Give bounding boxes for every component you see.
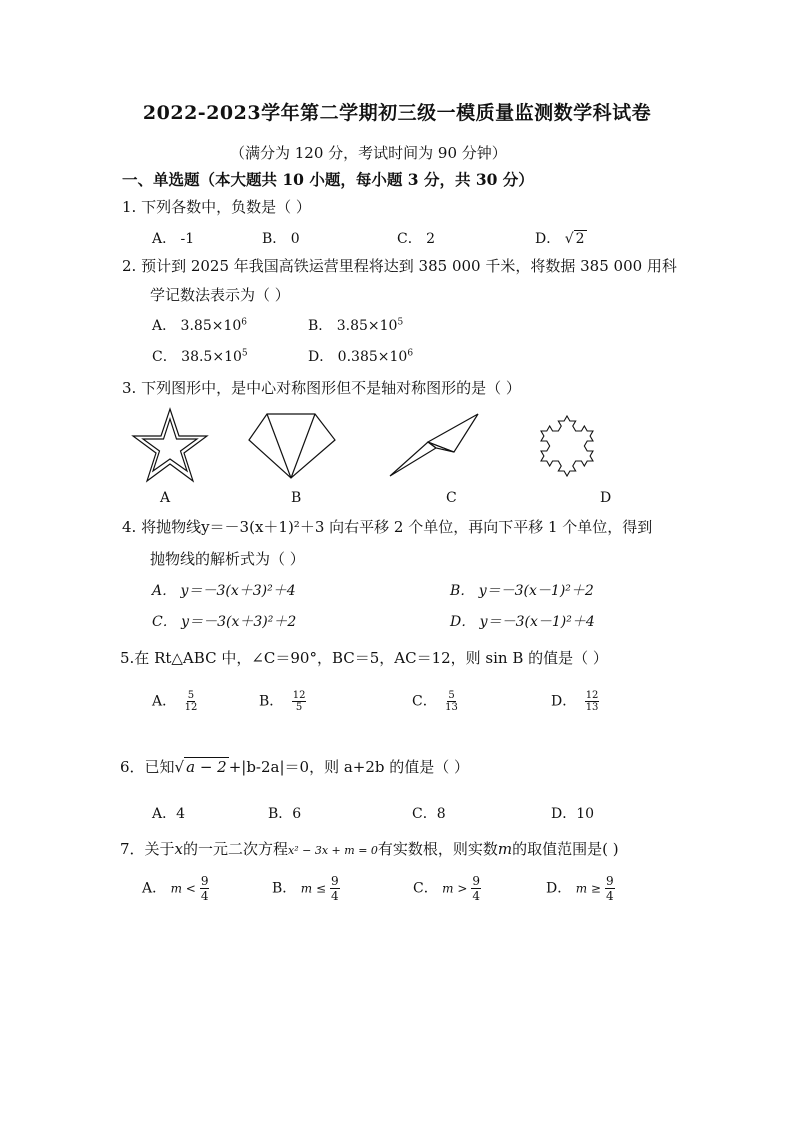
q6-option-c: C．8 — [412, 806, 446, 822]
q7-option-d — [546, 874, 615, 903]
q5-option-a-num: 5 — [187, 690, 195, 701]
q5-option-a-prefix: A． — [152, 693, 177, 710]
q6-option-b: B．6 — [268, 806, 302, 822]
q7-option-c-den: 4 — [472, 889, 481, 903]
q5-option-d-den: 13 — [585, 702, 599, 713]
q7-option-b-num: 9 — [331, 874, 339, 888]
q2-option-d — [308, 346, 413, 366]
q2-option-c-exp: 5 — [241, 348, 248, 359]
question-4-line2: 抛物线的解析式为（ ） — [150, 550, 305, 568]
q5-option-c-num: 5 — [448, 690, 455, 701]
q2-option-b — [308, 315, 403, 335]
q6-pre: 6．已知 — [120, 758, 175, 776]
q5-option-d-prefix: D． — [551, 693, 577, 710]
q2-option-c — [152, 346, 248, 366]
q7-option-d-num: 9 — [605, 874, 614, 888]
question-2-line2: 学记数法表示为（ ） — [150, 286, 290, 304]
q6-option-a: A．4 — [152, 806, 186, 822]
q7-option-a-den: 4 — [200, 889, 209, 903]
q7-equation: x² − 3x + m = 0 — [288, 844, 378, 857]
q1-option-b: B． 0 — [262, 231, 300, 247]
q7-option-d-den: 4 — [605, 889, 614, 903]
q7-option-b — [272, 874, 340, 903]
q7-option-c-prefix: C． — [413, 880, 438, 897]
q5-option-c — [412, 690, 458, 713]
figure-label-d: D — [600, 490, 612, 506]
q1-option-a: A． -1 — [152, 231, 195, 247]
q4-option-b: B． y＝－3(x－1)²＋2 — [450, 583, 594, 599]
q7-pre: 7．关于 — [120, 840, 175, 858]
question-5: 5.在 Rt△ABC 中，∠C＝90°，BC＝5，AC＝12，则 sin B 的值是（ ） — [120, 649, 608, 667]
q5-option-b-num: 12 — [292, 690, 306, 701]
q6-radicand: a − 2 — [186, 758, 227, 776]
q2-option-d-exp: 6 — [407, 348, 414, 359]
q7-option-a — [142, 874, 209, 903]
page-title: 2022-2023学年第二学期初三级一模质量监测数学科试卷 — [142, 102, 652, 124]
q7-post1: 有实数根，则实数 — [377, 840, 498, 858]
q5-option-c-prefix: C． — [412, 693, 437, 710]
question-2-line1: 2. 预计到 2025 年我国高铁运营里程将达到 385 000 千米，将数据 385 000 用科 — [122, 257, 677, 275]
q7-option-d-rel: m ≥ — [575, 881, 601, 896]
q4-option-c: C． y＝－3(x＋3)²＋2 — [152, 614, 297, 630]
q2-option-a-text: A． 3.85×10 — [152, 318, 242, 334]
figure-label-a: A — [160, 490, 171, 506]
q7-post2: 的取值范围是( ) — [512, 840, 619, 858]
q7-option-b-prefix: B． — [272, 880, 297, 897]
question-6 — [120, 756, 469, 777]
figure-b-fan — [243, 410, 339, 482]
q7-option-a-prefix: A． — [142, 880, 167, 897]
q1-option-d-radicand: 2 — [575, 231, 585, 247]
q6-option-d: D．10 — [551, 806, 595, 822]
figure-label-c: C — [446, 490, 457, 506]
q4-option-a: A． y＝－3(x＋3)²＋4 — [152, 583, 296, 599]
figure-a-star — [130, 405, 210, 485]
q5-option-b — [259, 690, 306, 713]
q5-option-b-den: 5 — [295, 702, 303, 713]
q5-option-d — [551, 690, 599, 713]
q2-option-a — [152, 315, 247, 335]
q7-option-d-prefix: D． — [546, 880, 572, 897]
q1-option-d-prefix: D． — [535, 231, 561, 247]
q7-mid: 的一元二次方程 — [183, 840, 289, 858]
q2-option-a-exp: 6 — [241, 317, 248, 328]
q4-option-d: D． y＝－3(x－1)²＋4 — [450, 614, 595, 630]
question-4-line1: 4. 将抛物线y＝－3(x＋1)²＋3 向右平移 2 个单位，再向下平移 1 个单位，得到 — [122, 518, 653, 536]
q6-post: +|b-2a|＝0，则 a+2b 的值是（ ） — [228, 758, 470, 776]
q7-option-a-rel: m < — [170, 881, 196, 896]
q2-option-c-text: C． 38.5×10 — [152, 349, 242, 365]
q7-var: x — [174, 840, 184, 858]
q5-option-a-den: 12 — [184, 702, 198, 713]
q7-option-c-num: 9 — [472, 874, 481, 888]
q5-option-d-num: 12 — [585, 690, 599, 701]
q7-option-b-den: 4 — [331, 889, 339, 903]
figure-label-b: B — [291, 490, 302, 506]
q2-option-b-exp: 5 — [397, 317, 404, 328]
q5-option-b-prefix: B． — [259, 693, 284, 710]
q5-option-a — [152, 690, 197, 713]
exam-info: （满分为 120 分，考试时间为 90 分钟） — [230, 144, 507, 162]
sqrt-symbol: √ — [564, 231, 574, 247]
sqrt-symbol: √ — [174, 758, 185, 776]
q7-option-c-rel: m > — [442, 881, 468, 896]
q1-option-d — [535, 228, 587, 248]
section-heading: 一、单选题（本大题共 10 小题，每小题 3 分，共 30 分） — [122, 170, 534, 189]
question-7 — [120, 838, 619, 859]
q7-var2: m — [497, 840, 513, 858]
question-1: 1. 下列各数中，负数是（ ） — [122, 198, 311, 216]
question-3: 3. 下列图形中，是中心对称图形但不是轴对称图形的是（ ） — [122, 379, 521, 397]
q7-option-a-num: 9 — [200, 874, 209, 888]
q1-option-c: C． 2 — [397, 231, 436, 247]
q2-option-d-text: D． 0.385×10 — [308, 349, 408, 365]
figure-d-snowflake — [527, 404, 607, 484]
q7-option-b-rel: m ≤ — [300, 881, 326, 896]
figure-c-triangles — [388, 412, 480, 478]
q7-option-c — [413, 874, 481, 903]
q5-option-c-den: 13 — [445, 702, 458, 713]
q2-option-b-text: B． 3.85×10 — [308, 318, 398, 334]
